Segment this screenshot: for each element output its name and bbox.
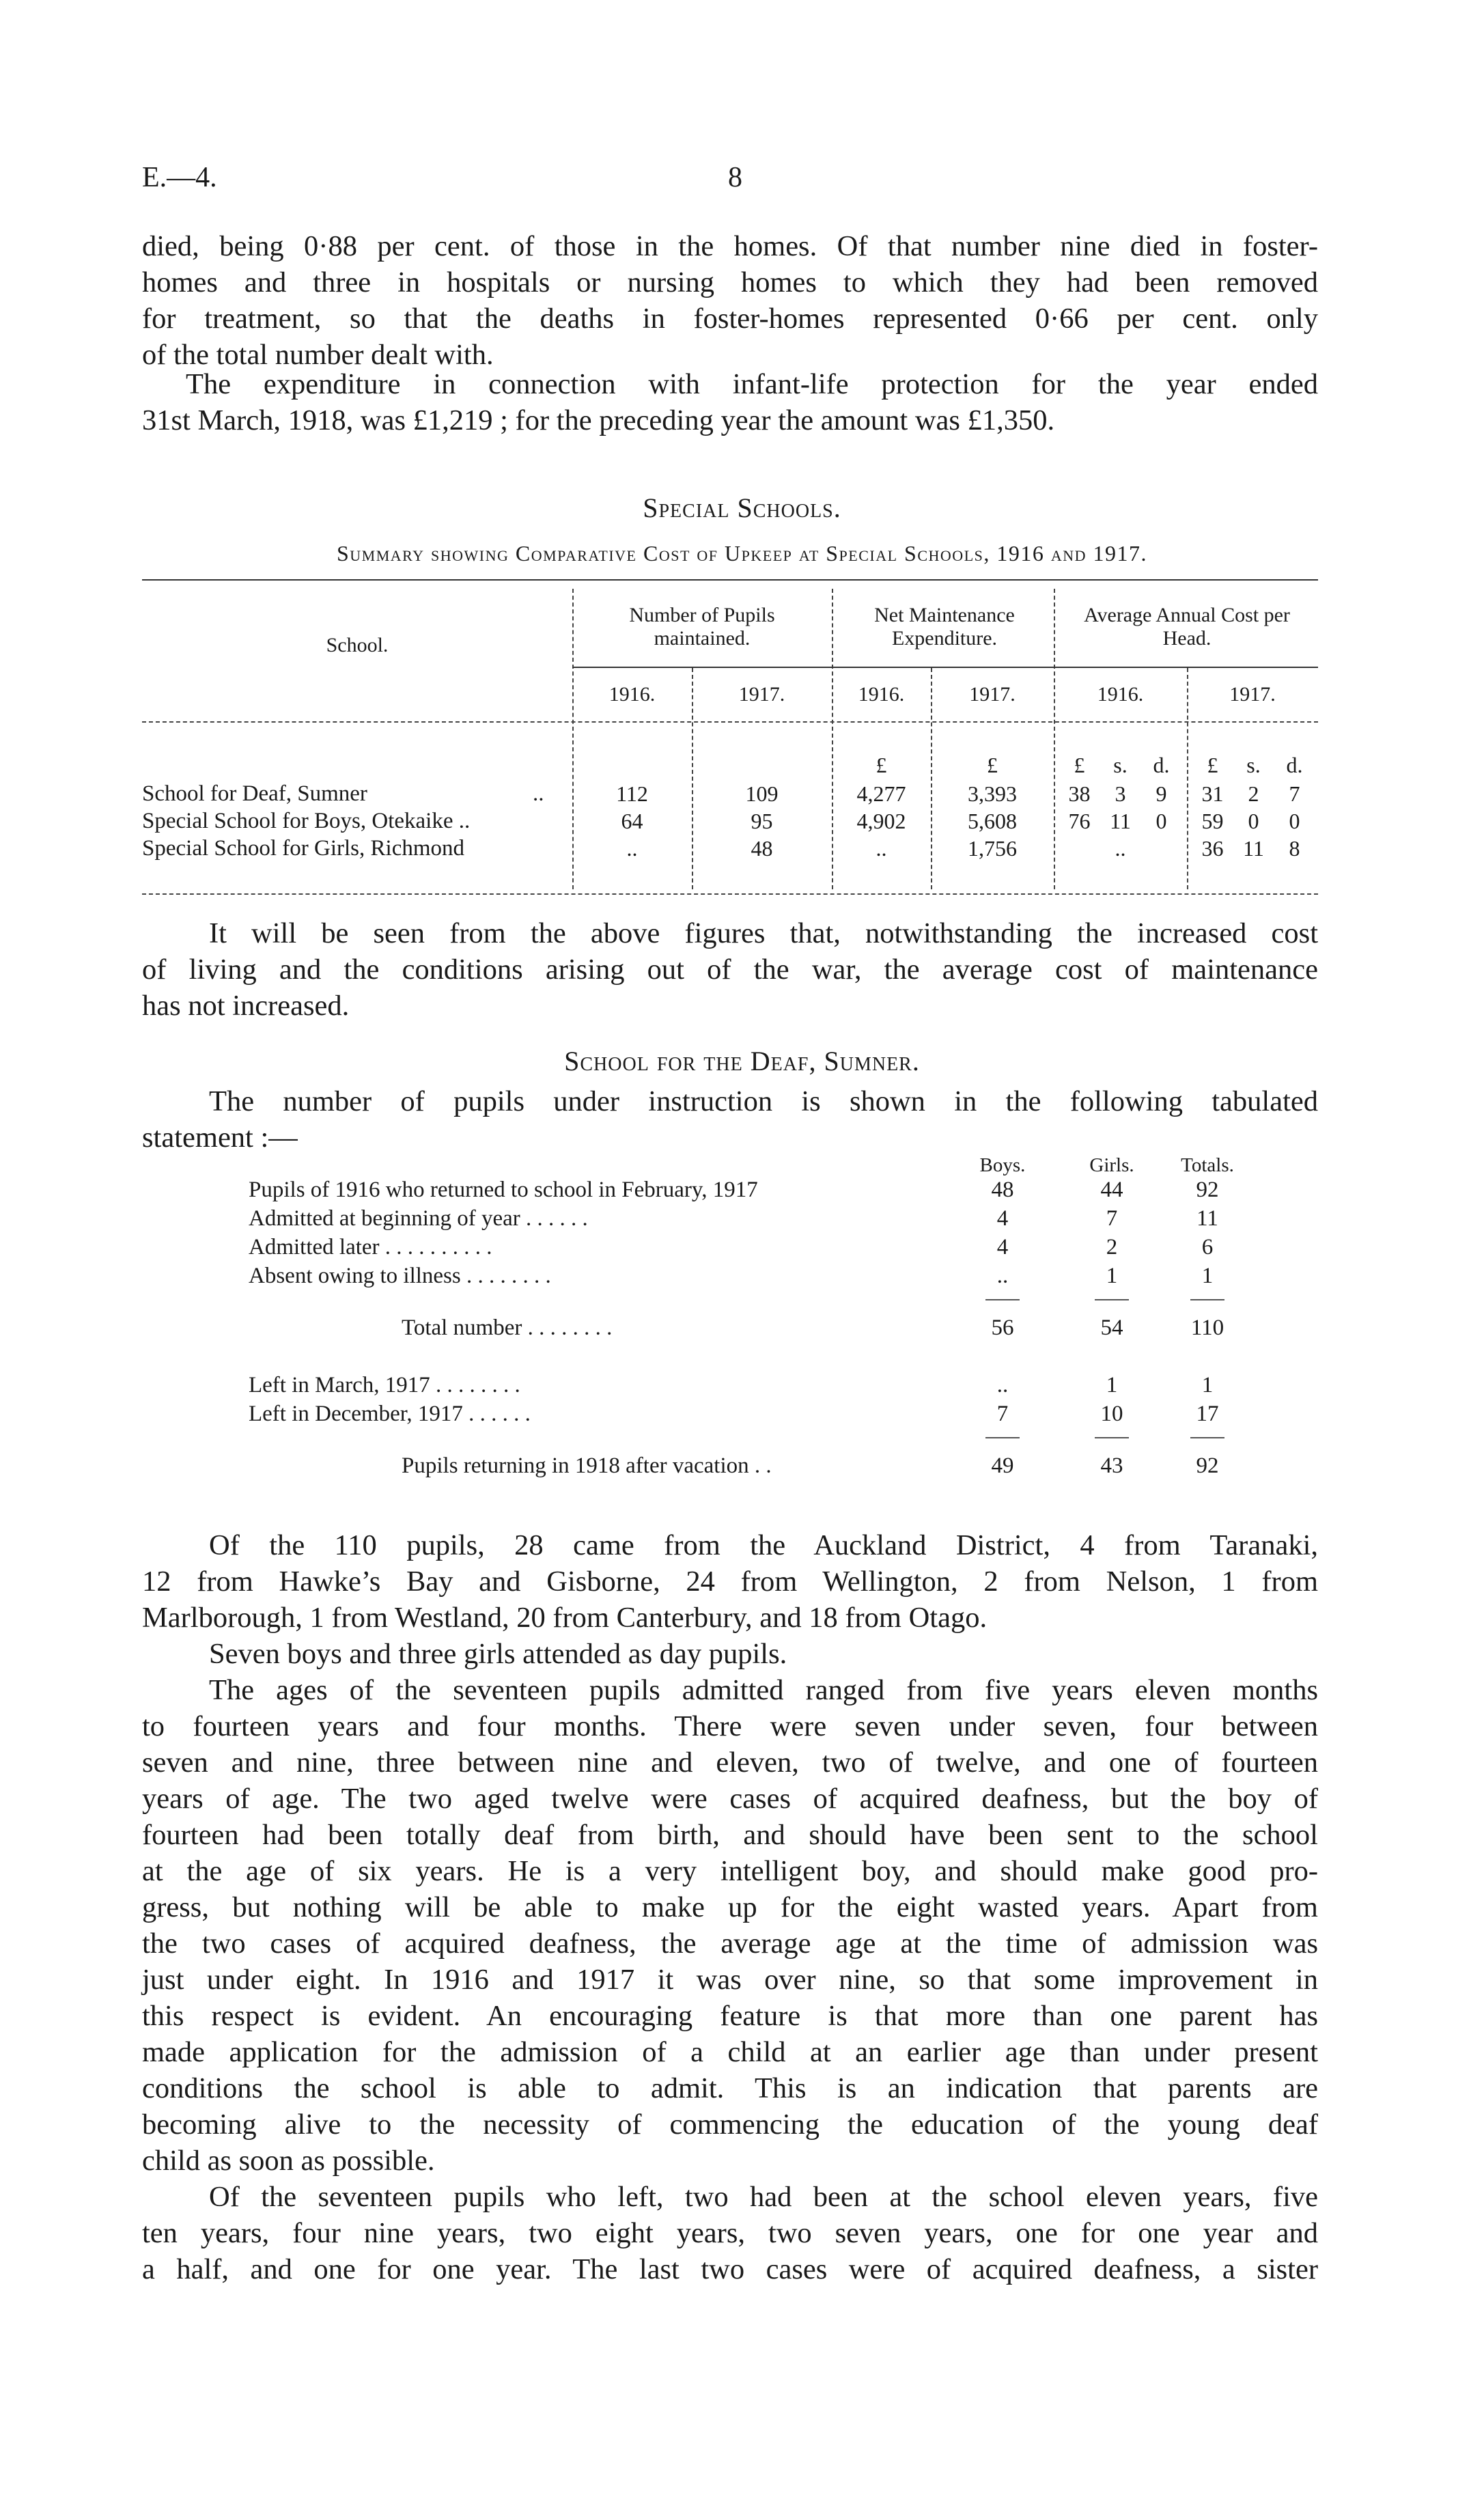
school-name: Special School for Boys, Otekaike xyxy=(142,809,453,833)
cost-1917-shillings: 0 xyxy=(1248,809,1259,833)
text-line: made application for the admission of a child at an earlier age than under present xyxy=(142,2036,1318,2068)
statement-row-returning xyxy=(142,1453,1318,1481)
text-line: ten years, four nine years, two eight years, two seven years, one for one year and xyxy=(142,2217,1318,2249)
sum-rule xyxy=(985,1437,1020,1438)
summary-table-caption: Summary showing Comparative Cost of Upkeep at Special Schools, 1916 and 1917. xyxy=(336,541,1148,566)
expenditure-1917: 1,756 xyxy=(968,836,1017,861)
statement-row xyxy=(142,1402,1318,1429)
summary-cost-table xyxy=(142,579,1318,900)
unit-label: d. xyxy=(1286,753,1303,777)
school-name: Special School for Girls, Richmond xyxy=(142,836,465,861)
text-line: The ages of the seventeen pupils admitted ranged from five years eleven months xyxy=(209,1674,1318,1706)
pupil-origin-paragraph xyxy=(142,1527,1318,1636)
cost-1917-pence: 7 xyxy=(1289,781,1300,806)
text-line: statement :— xyxy=(142,1122,298,1154)
report-reference: E.—4. xyxy=(142,162,217,193)
text-line: Of the 110 pupils, 28 came from the Auckland District, 4 from Taranaki, xyxy=(209,1529,1318,1561)
text-line: gress, but nothing will be able to make up for the eight wasted years. Apart from xyxy=(142,1891,1318,1923)
special-schools-title: Special Schools. xyxy=(643,492,841,523)
table-row-school-boys xyxy=(142,809,565,834)
boys-value: 56 xyxy=(991,1315,1014,1340)
table-row-school-deaf xyxy=(142,781,565,807)
header-group-rule xyxy=(572,667,1318,668)
column-header-cost: Average Annual Cost per Head. xyxy=(1084,604,1290,650)
unit-label: £ xyxy=(987,753,998,777)
boys-value: .. xyxy=(996,1373,1009,1397)
cost-1917-pounds: 31 xyxy=(1201,781,1224,806)
deaf-school-intro xyxy=(142,1083,1318,1156)
text-line: a half, and one for one year. The last two cases were of acquired deafness, a sister xyxy=(142,2253,1318,2285)
statement-row xyxy=(142,1178,1318,1205)
expenditure-1917: 5,608 xyxy=(968,809,1017,833)
leader-dots: .. xyxy=(458,809,471,833)
boys-value: 49 xyxy=(991,1453,1014,1478)
column-header-totals: Totals. xyxy=(1181,1154,1234,1176)
table-bottom-rule xyxy=(142,893,1318,895)
totals-value: 92 xyxy=(1196,1453,1219,1478)
cost-1917-shillings: 2 xyxy=(1248,781,1259,806)
text-line: Seven boys and three girls attended as day pupils. xyxy=(209,1638,787,1670)
cost-1917-pence: 0 xyxy=(1289,809,1300,833)
text-line: 12 from Hawke’s Bay and Gisborne, 24 from Wellington, 2 from Nelson, 1 from xyxy=(142,1565,1318,1598)
boys-value: 7 xyxy=(996,1402,1009,1426)
column-header-expenditure: Net Maintenance Expenditure. xyxy=(874,604,1015,650)
girls-value: 1 xyxy=(1106,1264,1118,1288)
girls-value: 2 xyxy=(1106,1235,1118,1259)
unit-label: s. xyxy=(1246,753,1261,777)
girls-value: 54 xyxy=(1100,1315,1123,1340)
text-line: this respect is evident. An encouraging feature is that more than one parent has xyxy=(142,2000,1318,2032)
page-number: 8 xyxy=(728,162,742,193)
sum-rule xyxy=(1190,1299,1224,1300)
sum-rule xyxy=(1095,1299,1129,1300)
unit-label: £ xyxy=(1207,753,1218,777)
text-line: 31st March, 1918, was £1,219 ; for the preceding year the amount was £1,350. xyxy=(142,404,1055,436)
text-line: child as soon as possible. xyxy=(142,2145,435,2177)
boys-value: 4 xyxy=(996,1206,1009,1231)
girls-value: 7 xyxy=(1106,1206,1118,1231)
year-header: 1916. xyxy=(608,683,656,706)
text-line: died, being 0·88 per cent. of those in the homes. Of that number nine died in foster- xyxy=(142,230,1318,262)
cost-1917-pence: 8 xyxy=(1289,836,1300,861)
column-header-school: School. xyxy=(326,634,389,656)
boys-value: 4 xyxy=(996,1235,1009,1259)
pupils-1917: 48 xyxy=(751,836,773,861)
sum-rule xyxy=(1190,1437,1224,1438)
year-header: 1916. xyxy=(1097,683,1144,706)
text-line: to fourteen years and four months. There were seven under seven, four between xyxy=(142,1710,1318,1742)
text-line: Of the seventeen pupils who left, two had been at the school eleven years, five xyxy=(209,2181,1318,2213)
pupils-left-paragraph xyxy=(142,2179,1318,2287)
text-line: Marlborough, 1 from Westland, 20 from Canterbury, and 18 from Otago. xyxy=(142,1602,988,1634)
girls-value: 10 xyxy=(1100,1402,1123,1426)
text-line: of living and the conditions arising out of the war, the average cost of maintenance xyxy=(142,953,1318,986)
expenditure-1916: 4,277 xyxy=(856,781,906,806)
text-line: The expenditure in connection with infant-life protection for the year ended xyxy=(186,368,1318,400)
year-header: 1917. xyxy=(1229,683,1276,706)
expenditure-1916: .. xyxy=(876,836,887,861)
text-line: the two cases of acquired deafness, the average age at the time of admission was xyxy=(142,1927,1318,1960)
cost-1916-pounds: 38 xyxy=(1068,781,1091,806)
row-label: Pupils returning in 1918 after vacation . . xyxy=(402,1453,772,1478)
row-label: Pupils of 1916 who returned to school in February, 1917 xyxy=(249,1178,758,1202)
summary-conclusion-paragraph xyxy=(142,915,1318,1024)
totals-value: 1 xyxy=(1201,1373,1214,1397)
expenditure-1916: 4,902 xyxy=(856,809,906,833)
totals-value: 11 xyxy=(1196,1206,1218,1231)
day-pupils-paragraph xyxy=(142,1636,1318,1672)
text-line: homes and three in hospitals or nursing homes to which they had been removed xyxy=(142,266,1318,298)
ages-paragraph xyxy=(142,1672,1318,2179)
cost-1916-shillings: 3 xyxy=(1115,781,1126,806)
pupils-1916: 112 xyxy=(616,781,648,806)
unit-label: s. xyxy=(1113,753,1128,777)
totals-value: 92 xyxy=(1196,1178,1219,1202)
text-line: conditions the school is able to admit. This is an indication that parents are xyxy=(142,2072,1318,2104)
totals-value: 17 xyxy=(1196,1402,1219,1426)
pupils-1916: 64 xyxy=(621,809,643,833)
text-line: has not increased. xyxy=(142,990,350,1022)
row-label: Admitted later . . . . . . . . . . xyxy=(249,1235,492,1259)
row-label: Total number . . . . . . . . xyxy=(402,1315,613,1340)
totals-value: 1 xyxy=(1201,1264,1214,1288)
statement-row xyxy=(142,1264,1318,1291)
totals-value: 110 xyxy=(1190,1315,1224,1340)
column-header-boys: Boys. xyxy=(979,1154,1026,1176)
cost-1916-pence: 9 xyxy=(1156,781,1167,806)
pupils-1917: 109 xyxy=(745,781,779,806)
unit-label: £ xyxy=(1074,753,1085,777)
year-header: 1916. xyxy=(858,683,905,706)
statement-row xyxy=(142,1235,1318,1262)
year-header: 1917. xyxy=(969,683,1016,706)
text-line: It will be seen from the above figures that, notwithstanding the increased cost xyxy=(209,917,1318,949)
text-line: of the total number dealt with. xyxy=(142,339,494,371)
pupils-statement xyxy=(142,1154,1318,1509)
deaf-school-title: School for the Deaf, Sumner. xyxy=(564,1046,920,1076)
header-bottom-rule xyxy=(142,721,1318,723)
cost-1916-blank: .. xyxy=(1115,836,1126,861)
girls-value: 44 xyxy=(1100,1178,1123,1202)
row-label: Left in March, 1917 . . . . . . . . xyxy=(249,1373,520,1397)
statement-row xyxy=(142,1206,1318,1234)
unit-label: £ xyxy=(876,753,887,777)
expenditure-1917: 3,393 xyxy=(968,781,1017,806)
unit-label: d. xyxy=(1153,753,1170,777)
cost-1917-shillings: 11 xyxy=(1243,836,1264,861)
text-line: just under eight. In 1916 and 1917 it was over nine, so that some improvement in xyxy=(142,1964,1318,1996)
cost-1916-pounds: 76 xyxy=(1068,809,1091,833)
girls-value: 1 xyxy=(1106,1373,1118,1397)
text-line: fourteen had been totally deaf from birth, and should have been sent to the school xyxy=(142,1819,1318,1851)
text-line: The number of pupils under instruction is shown in the following tabulated xyxy=(209,1085,1318,1117)
intro-paragraph xyxy=(142,228,1318,373)
cost-1917-pounds: 59 xyxy=(1201,809,1224,833)
expenditure-paragraph xyxy=(142,366,1318,438)
text-line: becoming alive to the necessity of commencing the education of the young deaf xyxy=(142,2108,1318,2141)
text-line: for treatment, so that the deaths in foster-homes represented 0·66 per cent. only xyxy=(142,303,1318,335)
text-line: at the age of six years. He is a very intelligent boy, and should make good pro- xyxy=(142,1855,1318,1887)
row-label: Absent owing to illness . . . . . . . . xyxy=(249,1264,551,1288)
statement-row xyxy=(142,1373,1318,1400)
column-header-pupils: Number of Pupils maintained. xyxy=(629,604,775,650)
cost-1917-pounds: 36 xyxy=(1201,836,1224,861)
leader-dots: .. xyxy=(533,781,544,806)
school-name: School for Deaf, Sumner xyxy=(142,781,367,806)
text-line: years of age. The two aged twelve were cases of acquired deafness, but the boy of xyxy=(142,1783,1318,1815)
sum-rule xyxy=(985,1299,1020,1300)
column-header-girls: Girls. xyxy=(1089,1154,1134,1176)
sum-rule xyxy=(1095,1437,1129,1438)
cost-1916-shillings: 11 xyxy=(1110,809,1131,833)
text-line: seven and nine, three between nine and eleven, two of twelve, and one of fourteen xyxy=(142,1746,1318,1779)
pupils-1916: .. xyxy=(626,836,638,861)
row-label: Admitted at beginning of year . . . . . . xyxy=(249,1206,588,1231)
pupils-1917: 95 xyxy=(751,809,773,833)
totals-value: 6 xyxy=(1201,1235,1214,1259)
girls-value: 43 xyxy=(1100,1453,1123,1478)
table-row-school-girls xyxy=(142,836,565,861)
row-label: Left in December, 1917 . . . . . . xyxy=(249,1402,531,1426)
statement-row-total xyxy=(142,1315,1318,1343)
boys-value: 48 xyxy=(991,1178,1014,1202)
year-header: 1917. xyxy=(738,683,785,706)
boys-value: .. xyxy=(996,1264,1009,1288)
table-top-rule xyxy=(142,579,1318,581)
cost-1916-pence: 0 xyxy=(1156,809,1167,833)
